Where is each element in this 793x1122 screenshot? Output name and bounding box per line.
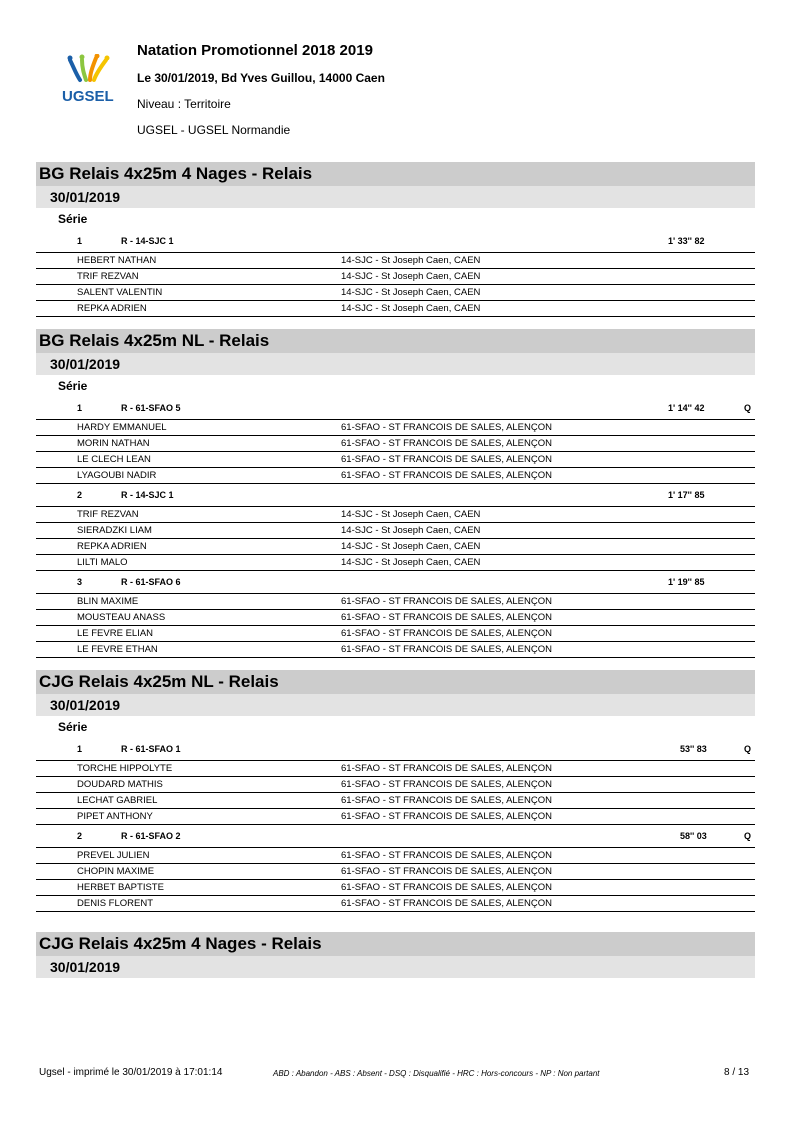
event-section: [36, 932, 755, 978]
swimmer-name: LE CLECH LEAN: [77, 454, 151, 465]
swimmer-club: 61-SFAO - ST FRANCOIS DE SALES, ALENÇON: [341, 882, 552, 893]
swimmer-row: [36, 594, 755, 610]
swimmer-row: [36, 468, 755, 483]
event-title: BG Relais 4x25m 4 Nages - Relais: [36, 162, 755, 186]
swimmer-club: 61-SFAO - ST FRANCOIS DE SALES, ALENÇON: [341, 422, 552, 433]
meet-level: Niveau : Territoire: [137, 97, 231, 111]
swimmer-row: [36, 777, 755, 793]
swimmer-club: 14-SJC - St Joseph Caen, CAEN: [341, 303, 481, 314]
swimmer-row: [36, 642, 755, 657]
team-qualification: Q: [744, 403, 752, 413]
swimmer-name: TORCHE HIPPOLYTE: [77, 763, 173, 774]
swimmer-row: [36, 809, 755, 824]
team-header: [36, 571, 755, 593]
team-qualification: Q: [744, 831, 752, 841]
swimmer-list: [36, 506, 755, 571]
event-section: [36, 670, 755, 912]
swimmer-club: 14-SJC - St Joseph Caen, CAEN: [341, 255, 481, 266]
swimmer-name: MOUSTEAU ANASS: [77, 612, 166, 623]
swimmer-list: [36, 252, 755, 317]
team-block: [36, 738, 755, 825]
team-name: R - 61-SFAO 5: [121, 403, 181, 413]
event-section: [36, 329, 755, 658]
team-name: R - 61-SFAO 2: [121, 831, 181, 841]
print-timestamp: Ugsel - imprimé le 30/01/2019 à 17:01:14: [39, 1067, 223, 1078]
swimmer-row: [36, 880, 755, 896]
swimmer-list: [36, 419, 755, 484]
team-rank: 1: [77, 236, 83, 246]
event-date: 30/01/2019: [36, 353, 755, 375]
swimmer-row: [36, 523, 755, 539]
swimmer-name: TRIF REZVAN: [77, 271, 139, 282]
swimmer-row: [36, 452, 755, 468]
swimmer-row: [36, 507, 755, 523]
swimmer-name: CHOPIN MAXIME: [77, 866, 155, 877]
swimmer-club: 61-SFAO - ST FRANCOIS DE SALES, ALENÇON: [341, 795, 552, 806]
abbreviation-legend: ABD : Abandon - ABS : Absent - DSQ : Disqualifié - HRC : Hors-concours - NP : Non partant: [273, 1069, 600, 1078]
swimmer-row: [36, 253, 755, 269]
team-block: [36, 825, 755, 912]
team-name: R - 61-SFAO 1: [121, 744, 181, 754]
swimmer-name: PIPET ANTHONY: [77, 811, 153, 822]
swimmer-club: 14-SJC - St Joseph Caen, CAEN: [341, 541, 481, 552]
meet-date-location: Le 30/01/2019, Bd Yves Guillou, 14000 Caen: [137, 71, 385, 85]
swimmer-club: 61-SFAO - ST FRANCOIS DE SALES, ALENÇON: [341, 850, 552, 861]
swimmer-list: [36, 760, 755, 825]
swimmer-name: LILTI MALO: [77, 557, 128, 568]
logo-text: UGSEL: [62, 88, 114, 105]
swimmer-list: [36, 847, 755, 912]
swimmer-row: [36, 420, 755, 436]
ugsel-logo: [60, 54, 126, 106]
team-qualification: Q: [744, 744, 752, 754]
swimmer-club: 61-SFAO - ST FRANCOIS DE SALES, ALENÇON: [341, 898, 552, 909]
swimmer-row: [36, 626, 755, 642]
team-header: [36, 825, 755, 847]
swimmer-club: 61-SFAO - ST FRANCOIS DE SALES, ALENÇON: [341, 811, 552, 822]
swimmer-name: HEBERT NATHAN: [77, 255, 157, 266]
swimmer-row: [36, 269, 755, 285]
swimmer-club: 14-SJC - St Joseph Caen, CAEN: [341, 525, 481, 536]
swimmer-row: [36, 555, 755, 570]
team-header: [36, 738, 755, 760]
swimmer-club: 61-SFAO - ST FRANCOIS DE SALES, ALENÇON: [341, 470, 552, 481]
swimmer-club: 14-SJC - St Joseph Caen, CAEN: [341, 287, 481, 298]
swimmer-name: TRIF REZVAN: [77, 509, 139, 520]
page-number: 8 / 13: [724, 1067, 750, 1078]
swimmer-row: [36, 896, 755, 911]
team-name: R - 14-SJC 1: [121, 490, 174, 500]
team-name: R - 14-SJC 1: [121, 236, 174, 246]
event-date: 30/01/2019: [36, 186, 755, 208]
swimmer-name: LE FEVRE ELIAN: [77, 628, 154, 639]
swimmer-row: [36, 285, 755, 301]
team-name: R - 61-SFAO 6: [121, 577, 181, 587]
swimmer-row: [36, 610, 755, 626]
event-title: CJG Relais 4x25m 4 Nages - Relais: [36, 932, 755, 956]
swimmer-club: 61-SFAO - ST FRANCOIS DE SALES, ALENÇON: [341, 644, 552, 655]
results-content: [36, 162, 755, 978]
team-time: 1' 14'' 42: [668, 403, 705, 413]
swimmer-club: 14-SJC - St Joseph Caen, CAEN: [341, 557, 481, 568]
meet-title: Natation Promotionnel 2018 2019: [137, 42, 373, 59]
swimmer-row: [36, 436, 755, 452]
team-block: [36, 571, 755, 658]
swimmer-club: 14-SJC - St Joseph Caen, CAEN: [341, 509, 481, 520]
swimmer-list: [36, 593, 755, 658]
meet-organizer: UGSEL - UGSEL Normandie: [137, 123, 291, 137]
event-date: 30/01/2019: [36, 694, 755, 716]
swimmer-club: 61-SFAO - ST FRANCOIS DE SALES, ALENÇON: [341, 454, 552, 465]
team-rank: 1: [77, 403, 83, 413]
swimmer-row: [36, 761, 755, 777]
swimmer-row: [36, 539, 755, 555]
team-rank: 1: [77, 744, 83, 754]
swimmer-name: DOUDARD MATHIS: [77, 779, 163, 790]
team-rank: 3: [77, 577, 83, 587]
swimmer-name: LE FEVRE ETHAN: [77, 644, 158, 655]
swimmer-name: MORIN NATHAN: [77, 438, 150, 449]
swimmer-name: HERBET BAPTISTE: [77, 882, 164, 893]
team-header: [36, 397, 755, 419]
team-time: 53'' 83: [680, 744, 707, 754]
swimmer-club: 61-SFAO - ST FRANCOIS DE SALES, ALENÇON: [341, 628, 552, 639]
swimmer-name: REPKA ADRIEN: [77, 541, 147, 552]
team-rank: 2: [77, 831, 83, 841]
swimmer-row: [36, 793, 755, 809]
team-block: [36, 484, 755, 571]
team-header: [36, 484, 755, 506]
team-block: [36, 230, 755, 317]
swimmer-name: REPKA ADRIEN: [77, 303, 147, 314]
team-time: 58'' 03: [680, 831, 707, 841]
team-header: [36, 230, 755, 252]
swimmer-name: LECHAT GABRIEL: [77, 795, 158, 806]
swimmer-name: SALENT VALENTIN: [77, 287, 163, 298]
serie-label: Série: [58, 720, 88, 734]
event-title: CJG Relais 4x25m NL - Relais: [36, 670, 755, 694]
swimmer-club: 61-SFAO - ST FRANCOIS DE SALES, ALENÇON: [341, 763, 552, 774]
swimmer-name: SIERADZKI LIAM: [77, 525, 152, 536]
swimmer-name: BLIN MAXIME: [77, 596, 139, 607]
swimmer-row: [36, 301, 755, 316]
event-section: [36, 162, 755, 317]
serie-label: Série: [58, 212, 88, 226]
swimmer-name: LYAGOUBI NADIR: [77, 470, 157, 481]
team-rank: 2: [77, 490, 83, 500]
swimmer-club: 61-SFAO - ST FRANCOIS DE SALES, ALENÇON: [341, 596, 552, 607]
swimmer-name: PREVEL JULIEN: [77, 850, 150, 861]
swimmer-club: 61-SFAO - ST FRANCOIS DE SALES, ALENÇON: [341, 779, 552, 790]
swimmer-row: [36, 848, 755, 864]
swimmer-club: 61-SFAO - ST FRANCOIS DE SALES, ALENÇON: [341, 866, 552, 877]
team-block: [36, 397, 755, 484]
team-time: 1' 33'' 82: [668, 236, 705, 246]
swimmer-name: DENIS FLORENT: [77, 898, 154, 909]
team-time: 1' 17'' 85: [668, 490, 705, 500]
swimmer-club: 61-SFAO - ST FRANCOIS DE SALES, ALENÇON: [341, 612, 552, 623]
team-time: 1' 19'' 85: [668, 577, 705, 587]
swimmer-row: [36, 864, 755, 880]
event-date: 30/01/2019: [36, 956, 755, 978]
serie-label: Série: [58, 379, 88, 393]
swimmer-name: HARDY EMMANUEL: [77, 422, 167, 433]
swimmer-club: 61-SFAO - ST FRANCOIS DE SALES, ALENÇON: [341, 438, 552, 449]
swimmer-club: 14-SJC - St Joseph Caen, CAEN: [341, 271, 481, 282]
event-title: BG Relais 4x25m NL - Relais: [36, 329, 755, 353]
